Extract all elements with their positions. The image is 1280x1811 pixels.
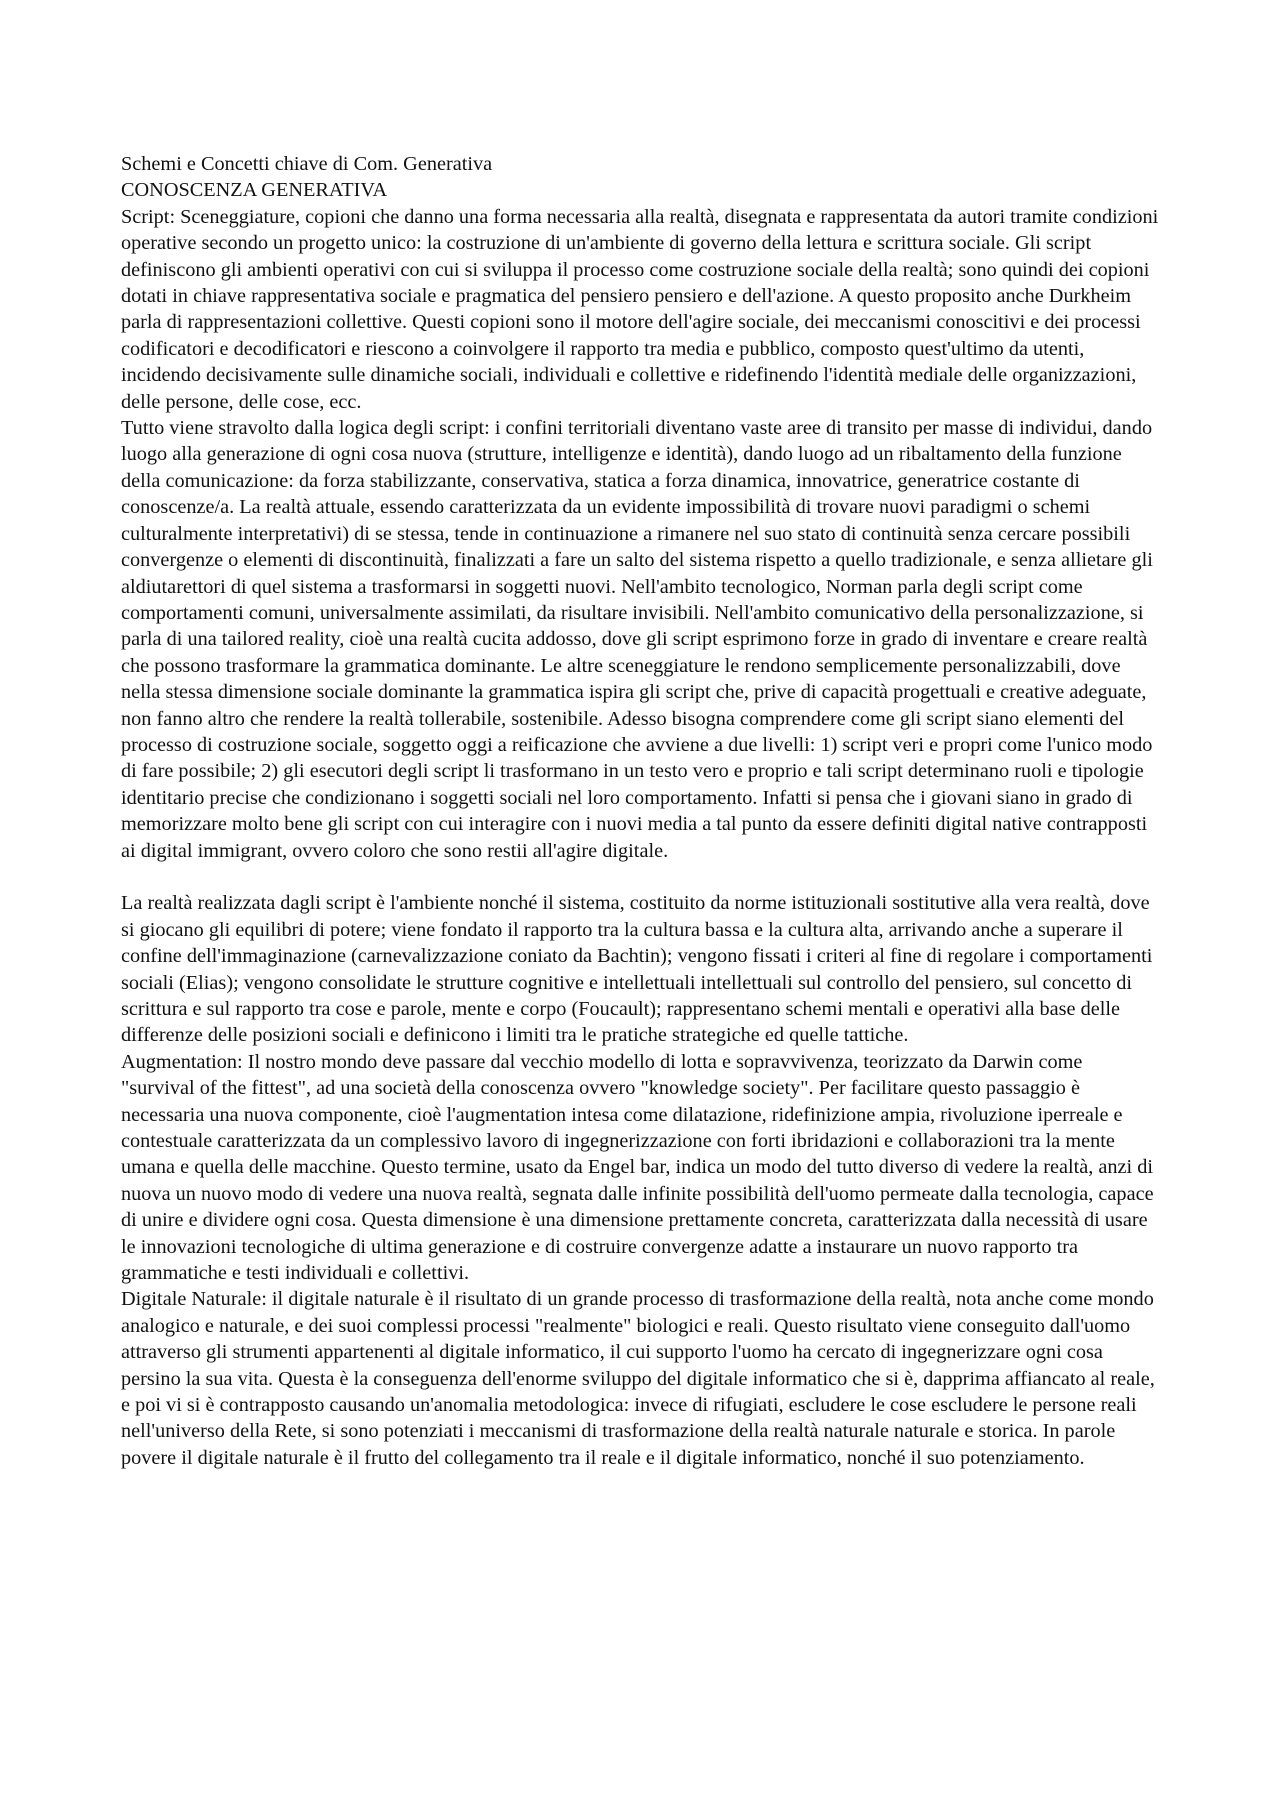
document-title: Schemi e Concetti chiave di Com. Generativa xyxy=(121,153,493,175)
paragraph-augmentation: Augmentation: Il nostro mondo deve passare dal vecchio modello di lotta e sopravvivenza, teorizzato da Darwin come "survival of the fittest", ad una società della conoscenza ovvero "knowledge society". Per facilitare questo passaggio è necessaria una nuova componente, cioè l'augmentation intesa come dilatazione, ridefinizione ampia, rivoluzione iperreale e contestuale caratterizzata da un complessivo lavoro di ingegnerizzazione con forti ibridazioni e collaborazioni tra la mente umana e quella delle macchine. Questo termine, usato da Engel bar, indica un modo del tutto diverso di vedere la realtà, anzi di nuova un nuovo modo di vedere una nuova realtà, segnata dalle infinite possibilità dell'uomo permeate dalla tecnologia, capace di unire e dividere ogni cosa. Questa dimensione è una dimensione prettamente concreta, caratterizzata dalla necessità di usare le innovazioni tecnologiche di ultima generazione e di costruire convergenze adatte a instaurare un nuovo rapporto tra grammatiche e testi individuali e collettivi. xyxy=(121,1050,1154,1285)
paragraph-script: Script: Sceneggiature, copioni che danno una forma necessaria alla realtà, disegnata e rappresentata da autori tramite condizioni operative secondo un progetto unico: la costruzione di un'ambiente di governo della lettura e scrittura sociale. Gli script definiscono gli ambienti operativi con cui si sviluppa il processo come costruzione sociale della realtà; sono quindi dei copioni dotati in chiave rappresentativa sociale e pragmatica del pensiero pensiero e dell'azione. A questo proposito anche Durkheim parla di rappresentazioni collettive. Questi copioni sono il motore dell'agire sociale, dei meccanismi conoscitivi e dei processi codificatori e decodificatori e riescono a coinvolgere il rapporto tra media e pubblico, composto quest'ultimo da utenti, incidendo decisivamente sulle dinamiche sociali, individuali e collettive e ridefinendo l'identità mediale delle organizzazioni, delle persone, delle cose, ecc. xyxy=(121,205,1159,413)
section-heading: CONOSCENZA GENERATIVA xyxy=(121,179,388,202)
document-body xyxy=(121,151,1161,1471)
paragraph-script-reality: La realtà realizzata dagli script è l'ambiente nonché il sistema, costituito da norme istituzionali sostitutive alla vera realtà, dove si giocano gli equilibri di potere; viene fondato il rapporto tra la cultura bassa e la cultura alta, arrivando anche a superare il confine dell'immaginazione (carnevalizzazione coniato da Bachtin); vengono fissati i criteri al fine di regolare i comportamenti sociali (Elias); vengono consolidate le strutture cognitive e intellettuali intellettuali sul controllo del pensiero, sul concetto di scrittura e sul rapporto tra cose e parole, mente e corpo (Foucault); rappresentano schemi mentali e operativi alla base delle differenze delle posizioni sociali e definicono i limiti tra le pratiche strategiche ed quelle tattiche. xyxy=(121,892,1153,1047)
paragraph-script-logic: Tutto viene stravolto dalla logica degli script: i confini territoriali diventano vaste aree di transito per masse di individui, dando luogo alla generazione di ogni cosa nuova (strutture, intelligenze e identità), dando luogo ad un ribaltamento della funzione della comunicazione: da forza stabilizzante, conservativa, statica a forza dinamica, innovatrice, generatrice costante di conoscenze/a. La realtà attuale, essendo caratterizzata da un evidente impossibilità di trovare nuovi paradigmi o schemi culturalmente interpretativi) di se stessa, tende in continuazione a rimanere nel suo stato di continuità senza cercare possibili convergenze o elementi di discontinuità, finalizzati a fare un salto del sistema rispetto a quello tradizionale, e senza allietare gli aldiutarettori di quel sistema a trasformarsi in soggetti nuovi. Nell'ambito tecnologico, Norman parla degli script come comportamenti comuni, universalmente assimilati, da risultare invisibili. Nell'ambito comunicativo della personalizzazione, si parla di una tailored reality, cioè una realtà cucita addosso, dove gli script esprimono forze in grado di inventare e creare realtà che possono trasformare la grammatica dominante. Le altre sceneggiature le rendono semplicemente personalizzabili, dove nella stessa dimensione sociale dominante la grammatica ispira gli script che, prive di capacità progettuali e creative adeguate, non fanno altro che rendere la realtà tollerabile, sostenibile. Adesso bisogna comprendere come gli script siano elementi del processo di costruzione sociale, soggetto oggi a reificazione che avviene a due livelli: 1) script veri e propri come l'unico modo di fare possibile; 2) gli esecutori degli script li trasformano in un testo vero e proprio e tali script determinano ruoli e tipologie identitario precise che condizionano i soggetti sociali nel loro comportamento. Infatti si pensa che i giovani siano in grado di memorizzare molto bene gli script con cui interagire con i nuovi media a tal punto da essere definiti digital native contrapposti ai digital immigrant, ovvero coloro che sono restii all'agire digitale. xyxy=(121,417,1153,862)
paragraph-spacer xyxy=(121,864,1161,890)
paragraph-digitale-naturale: Digitale Naturale: il digitale naturale è il risultato di un grande processo di trasformazione della realtà, nota anche come mondo analogico e naturale, e dei suoi complessi processi "realmente" biologici e reali. Questo risultato viene conseguito dall'uomo attraverso gli strumenti appartenenti al digitale informatico, il cui supporto l'uomo ha cercato di ingegnerizzare ogni cosa persino la sua vita. Questa è la conseguenza dell'enorme sviluppo del digitale informatico che si è, dapprima affiancato al reale, e poi vi si è contrapposto causando un'anomalia metodologica: invece di rifugiati, escludere le cose escludere le persone reali nell'universo della Rete, si sono potenziati i meccanismi di trasformazione della realtà naturale naturale e storica. In parole povere il digitale naturale è il frutto del collegamento tra il reale e il digitale informatico, nonché il suo potenziamento. xyxy=(121,1288,1155,1469)
